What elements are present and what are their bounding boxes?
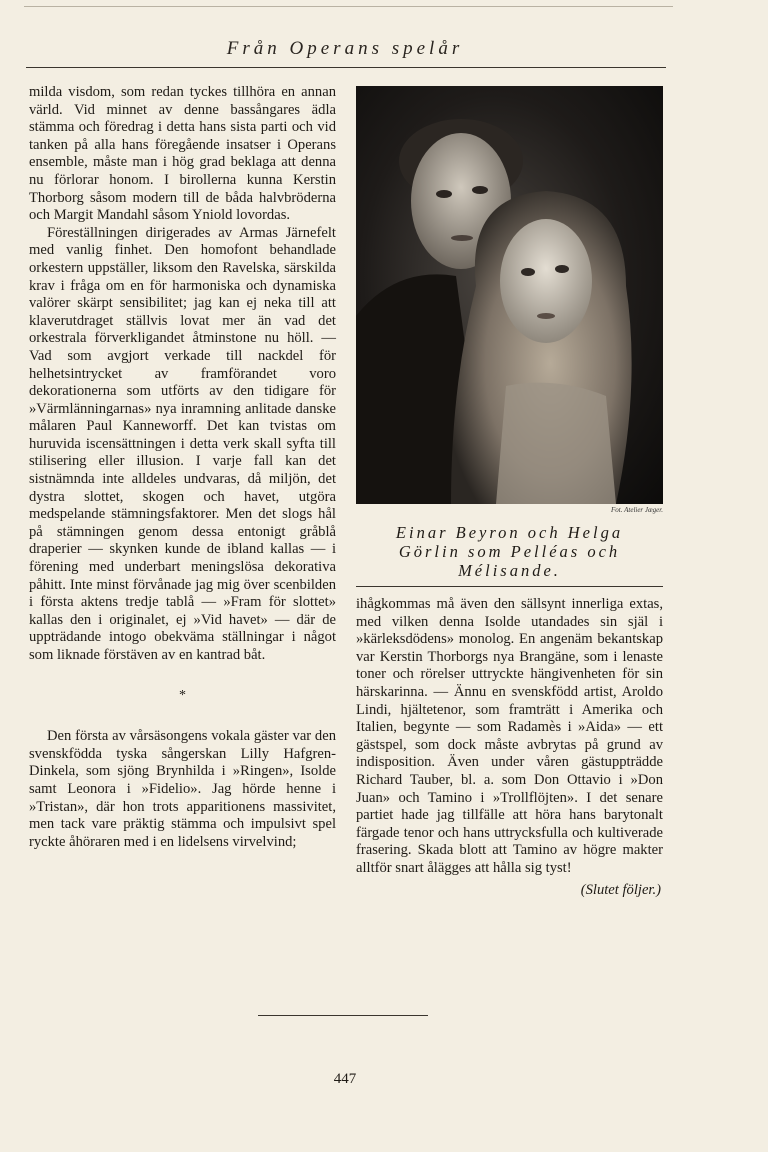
- photo-caption: [356, 523, 663, 580]
- caption-line: Mélisande.: [458, 561, 561, 580]
- top-edge-rule: [24, 6, 673, 7]
- paragraph: Den första av vårsäsongens vokala gäster var den svenskfödda tyska sångerskan Lilly Hafgren-Dinkela, som sjöng Brynhilda i »Ringen», Isolde samt Leonora i »Fidelio». Jag hörde henne i »Tristan», där hon trots apparitionens massivitet, men tack vare präktig stämma och impulsivt spel ryckte åhöraren med i en lidelsens virvelvind;: [29, 728, 336, 850]
- right-column: [356, 596, 663, 899]
- portrait-photo-illustration: [356, 86, 663, 504]
- footer-rule: [258, 1015, 428, 1016]
- header-rule: [26, 67, 666, 68]
- section-break-asterism: *: [179, 687, 186, 703]
- paragraph: ihågkommas må även den sällsynt innerliga extas, med vilken denna Isolde utandades sin själ i »kärleksdödens» monolog. En angenäm bekantskap var Kerstin Thorborgs nya Brangäne, som i lenaste toner och rörelser uttryckte hängivenheten för sin härskarinna. — Ännu en svenskfödd artist, Aroldo Lindi, hjältetenor, som framträtt i Amerika och Italien, begynte — som Radamès i »Aida» — ett gästspel, som dock måste avbrytas på grund av indisposition. Även under våren gästuppträdde Richard Tauber, bl. a. som Don Ottavio i »Don Juan» och Tamino i »Trollflöjten». I det senare partiet hade jag tillfälle att höra hans barytonalt färgade tenor och hans uttrycksfulla och kultiverade frasering. Skada blott att Tamino av högre makter alltför snart ålägges att hålla sig tyst!: [356, 596, 663, 876]
- caption-line: Görlin som Pelléas och: [398, 542, 621, 561]
- portrait-photo: [356, 86, 663, 504]
- caption-rule: [356, 586, 663, 587]
- paragraph: Föreställningen dirigerades av Armas Järnefelt med vanlig finhet. Den homofont behandlade orkestern uppställer, liksom den Ravelska, särskilda krav i fråga om en för harmoniska och dynamiska valörer skärpt sensibilitet; jag kan ej neka till att klaverutdraget ställvis lovat mer än vad det orkestrala förverkligandet åtminstone nu höll. — Vad som avgjort verkade till nackdel för helhetsintrycket av framförandet voro dekorationerna som utförts av den tidigare för »Värmlänningarnas» nya inramning anlitade danske målaren Paul Kanneworff. Det kan tvistas om huruvida iscensättningen i detta verk skall syfta till stilisering eller illusion. I varje fall kan det sistnämnda inte alldeles undvaras, då miljön, det dystra slottet, skogen och havet, utgöra medspelande stämningsfaktorer. Men det slogs hål på stämningen genom dessa entonigt gråblå draperier — skynken kunde de ibland kallas — i förening med underbart meningslösa dekorativa påhitt. Inte minst förvånade jag mig över scenbilden i första aktens tredje tablå — »Fram för slottet» kallas den i originalet, ej »Vid havet» — där de uppträdande intogo obekväma ställningar i något som liknade förstäven av en kantrad båt.: [29, 224, 336, 663]
- caption-line: Einar Beyron och Helga: [395, 523, 624, 542]
- paragraph: milda visdom, som redan tyckes tillhöra en annan värld. Vid minnet av denne bassångares ädla stämma och föredrag i detta hans sista parti och vid tanken på alla hans föregående insatser i Operans ensemble, måste man i hög grad beklaga att denna nu förlorar honom. I birollerna kunna Kerstin Thorborg såsom modern till de båda halvbröderna och Margit Mandahl såsom Yniold lovordas.: [29, 84, 336, 224]
- photo-credit: Fot. Atelier Jæger.: [611, 506, 663, 514]
- left-column: [29, 84, 336, 851]
- page-number: 447: [333, 1071, 357, 1087]
- running-head: Från Operans spelår: [226, 38, 464, 59]
- to-be-continued-note: (Slutet följer.): [580, 881, 661, 898]
